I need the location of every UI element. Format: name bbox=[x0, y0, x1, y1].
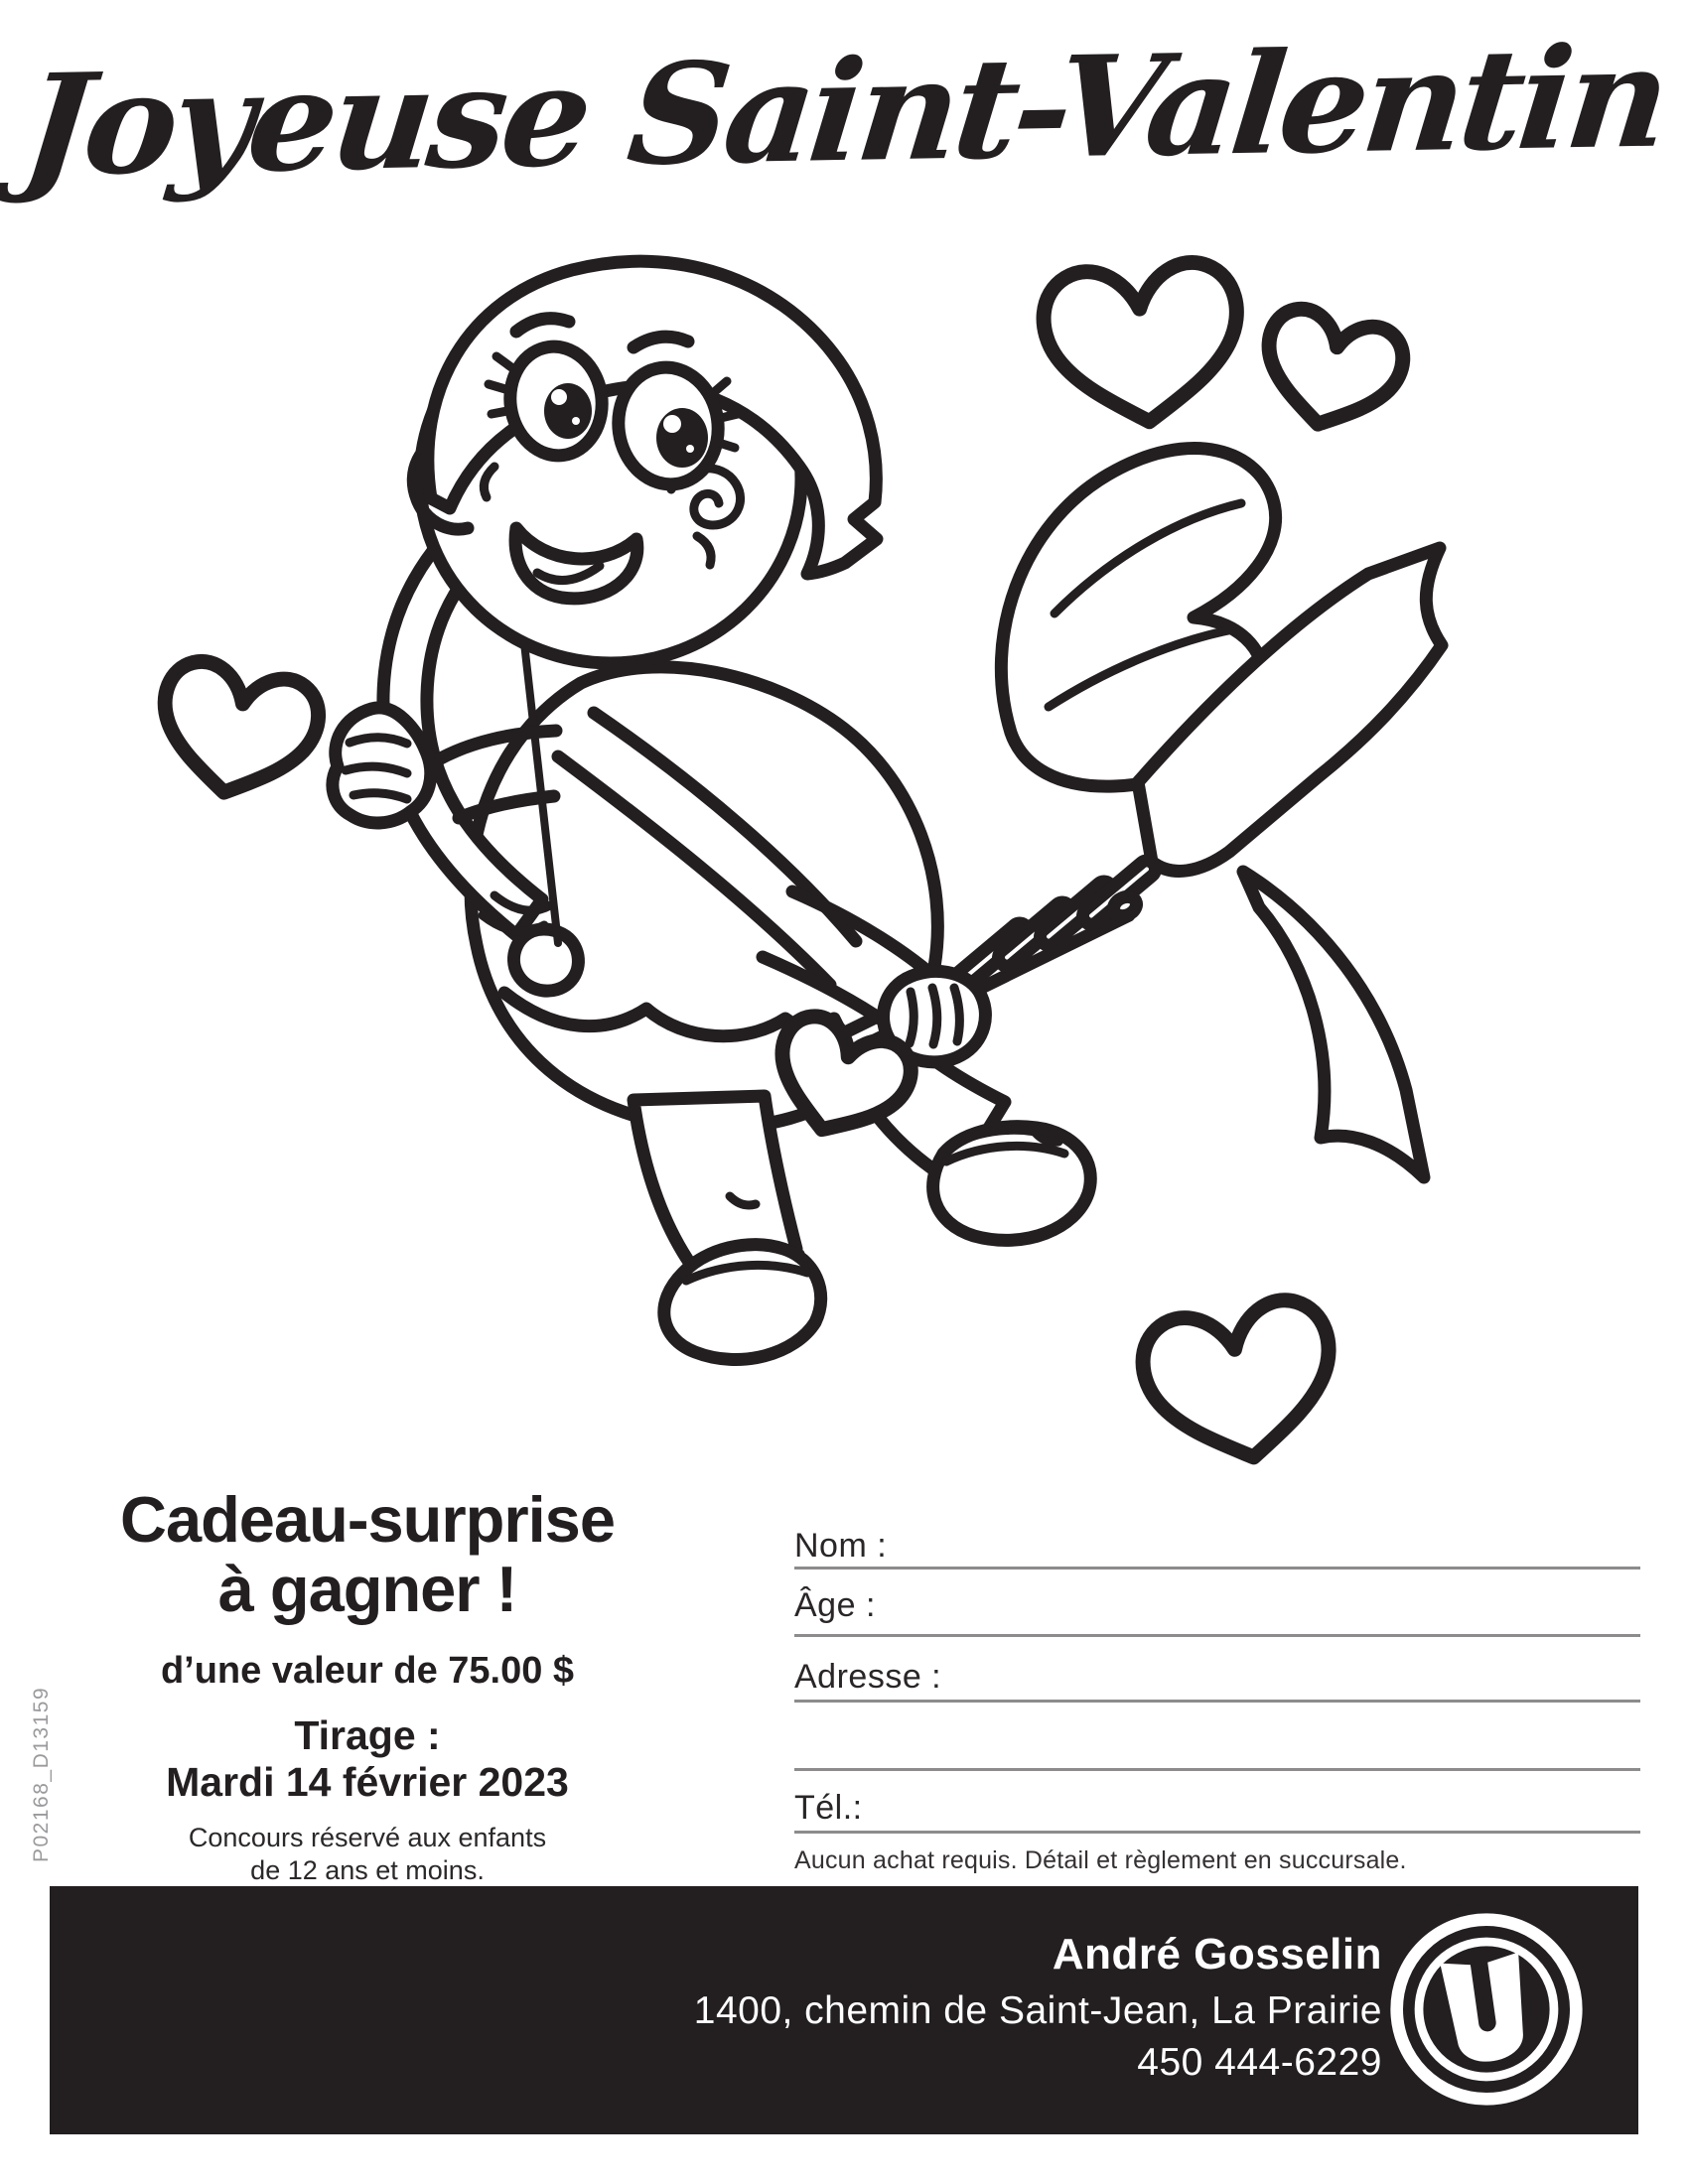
field-line-tel bbox=[794, 1831, 1640, 1834]
heart-icon bbox=[1040, 259, 1245, 430]
field-line-adresse-2 bbox=[794, 1768, 1640, 1771]
page-title: Joyeuse Saint-Valentin bbox=[15, 16, 1673, 208]
prize-value: d’une valeur de 75.00 $ bbox=[160, 1650, 575, 1693]
prize-heading bbox=[70, 1485, 665, 1624]
prize-block bbox=[70, 1485, 665, 1887]
field-line-age bbox=[794, 1634, 1640, 1637]
cupid-illustration bbox=[119, 238, 1470, 1479]
field-label-tel: Tél.: bbox=[794, 1789, 863, 1827]
field-label-age: Âge : bbox=[794, 1586, 876, 1624]
store-contact bbox=[694, 1930, 1382, 2085]
u-logo-outer-ring bbox=[1397, 1920, 1577, 2100]
print-code: P02168_D13159 bbox=[30, 1686, 53, 1862]
field-label-adresse: Adresse : bbox=[794, 1658, 942, 1696]
u-logo-letter bbox=[1440, 1953, 1532, 2067]
cupid-head bbox=[413, 261, 877, 663]
heart-icon bbox=[148, 655, 325, 808]
prize-heading-line2: à gagner ! bbox=[217, 1553, 517, 1626]
prize-heading-line1: Cadeau-surprise bbox=[120, 1483, 615, 1556]
heart-icon bbox=[1136, 1294, 1345, 1473]
store-address: 1400, chemin de Saint-Jean, La Prairie bbox=[693, 1989, 1382, 2032]
footer-bar bbox=[50, 1886, 1638, 2134]
eligibility-text: Concours réservé aux enfants de 12 ans et moins. bbox=[188, 1823, 547, 1886]
u-logo bbox=[1386, 1906, 1587, 2113]
store-name: André Gosselin bbox=[1052, 1930, 1382, 1979]
field-line-adresse-1 bbox=[794, 1700, 1640, 1703]
heart-icon bbox=[1252, 303, 1410, 441]
store-phone: 450 444-6229 bbox=[1137, 2041, 1382, 2084]
field-line-nom bbox=[794, 1567, 1640, 1570]
field-label-nom: Nom : bbox=[794, 1527, 888, 1565]
draw-label: Tirage : bbox=[294, 1712, 441, 1759]
draw-date: Mardi 14 février 2023 bbox=[166, 1759, 569, 1806]
form-note: Aucun achat requis. Détail et règlement en succursale. bbox=[794, 1846, 1407, 1874]
